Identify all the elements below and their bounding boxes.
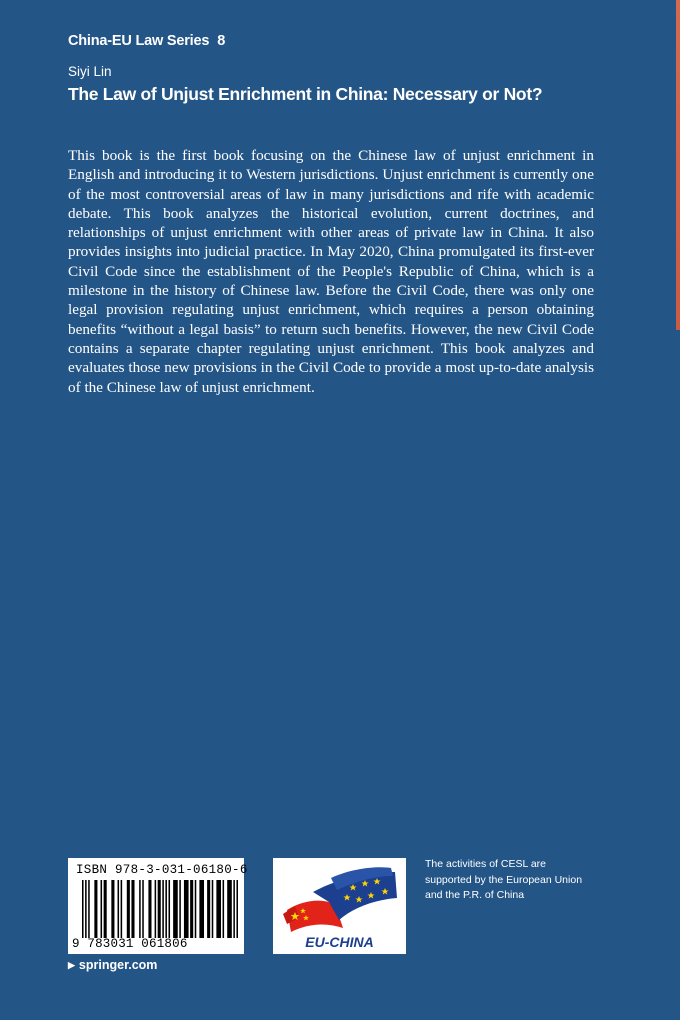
barcode-bar	[118, 880, 120, 938]
barcode-bar	[82, 880, 84, 938]
barcode-bar	[233, 880, 235, 938]
cesl-line-3: and the P.R. of China	[425, 889, 525, 901]
barcode-bar	[199, 880, 204, 938]
barcode-bar	[121, 880, 123, 938]
barcode-bar	[190, 880, 193, 938]
series-line	[68, 33, 225, 49]
barcode-bar	[101, 880, 103, 938]
barcode-bar	[148, 880, 151, 938]
barcode-bar	[111, 880, 114, 938]
barcode-bar	[104, 880, 107, 938]
barcode-bar	[173, 880, 178, 938]
barcode-bar	[165, 880, 167, 938]
series-label: China-EU Law Series	[68, 33, 210, 49]
publisher-link[interactable]	[68, 958, 157, 972]
barcode-bar	[155, 880, 157, 938]
barcode-bar	[88, 880, 90, 938]
spine-edge-strip	[676, 0, 680, 1020]
author-name: Siyi Lin	[68, 64, 112, 79]
barcode-bar	[223, 880, 225, 938]
book-title: The Law of Unjust Enrichment in China: Necessary or Not?	[68, 84, 543, 104]
barcode-bar	[179, 880, 181, 938]
barcode-bar	[216, 880, 221, 938]
triangle-right-icon: ▶	[68, 960, 75, 970]
barcode-bar	[212, 880, 214, 938]
barcode-bar	[236, 880, 238, 938]
isbn-barcode	[68, 858, 248, 954]
barcode-bars	[82, 880, 238, 938]
barcode-bar	[127, 880, 130, 938]
series-number: 8	[217, 33, 226, 49]
ean-digits: 9 783031 061806	[72, 937, 188, 951]
barcode-bar	[85, 880, 87, 938]
barcode-bar	[139, 880, 141, 938]
barcode-bar	[207, 880, 210, 938]
book-description: This book is the first book focusing on the Chinese law of unjust enrichment in English and introducing it to Western jurisdictions. Unjust enrichment is currently one of the most controversial areas of law in many jurisdictions and rife with academic debate. This book analyzes the historical evolution, current doctrines, and relationships of unjust enrichment with other areas of private law in China. It also provides insights into judicial practice. In May 2020, China promulgated its first-ever Civil Code since the establishment of the People's Republic of China, which is a milestone in the history of Chinese law. Before the Civil Code, there was only one legal provision regulating unjust enrichment, which requires a person obtaining benefits “without a legal basis” to return such benefits. However, the new Civil Code contains a separate chapter regulating unjust enrichment. This book analyzes and evaluates those new provisions in the Civil Code to provide a most up-to-date analysis of the Chinese law of unjust enrichment.	[68, 147, 594, 396]
barcode-bar	[94, 880, 97, 938]
cesl-support-note	[425, 857, 583, 904]
barcode-bar	[195, 880, 197, 938]
barcode-bar	[184, 880, 189, 938]
eu-china-logo	[273, 858, 406, 954]
barcode-bar	[162, 880, 164, 938]
barcode-bar	[158, 880, 161, 938]
cesl-line-2: supported by the European Union	[425, 873, 583, 886]
barcode-bar	[131, 880, 134, 938]
barcode-bar	[227, 880, 232, 938]
cesl-line-1: The activities of CESL are	[425, 858, 546, 870]
barcode-bar	[142, 880, 144, 938]
barcode-bar	[169, 880, 171, 938]
logo-caption: EU-CHINA	[305, 934, 374, 950]
isbn-label: ISBN 978-3-031-06180-6	[76, 863, 248, 877]
publisher-name: springer.com	[78, 958, 158, 972]
